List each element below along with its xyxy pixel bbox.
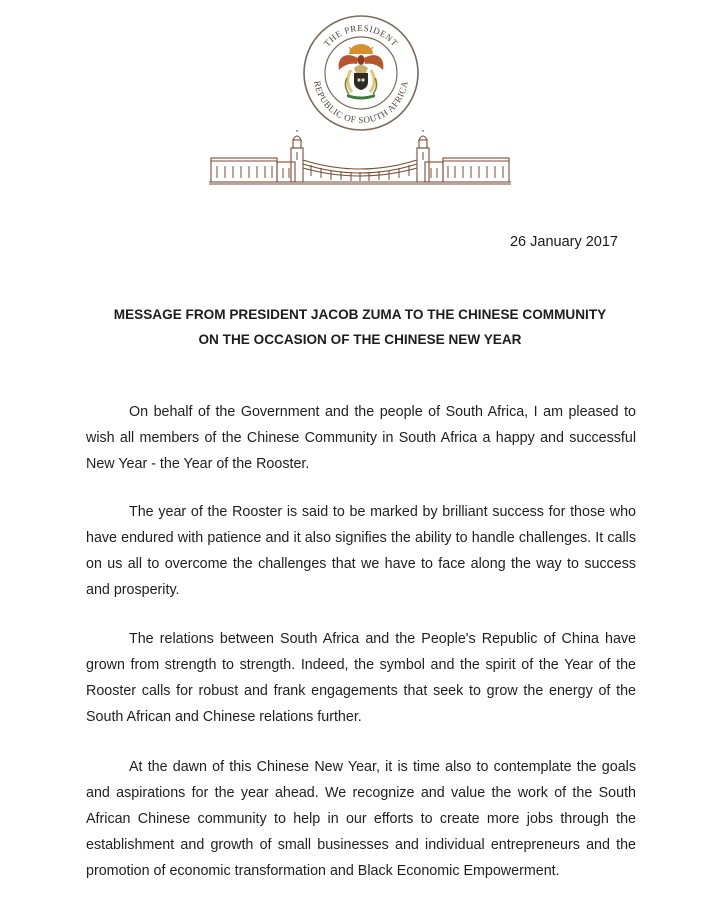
body-paragraph-2: The year of the Rooster is said to be marked by brilliant success for those who have endured with patience and it also signifies the ability to handle challenges. It calls on us all to overcome the challenges that we have to face along the way to success and prosperity. <box>86 504 636 598</box>
body-paragraph-1: On behalf of the Government and the people of South Africa, I am pleased to wish all members of the Chinese Community in South Africa a happy and successful New Year - the Year of the Rooster. <box>86 404 636 472</box>
letter-date: 26 January 2017 <box>509 234 618 250</box>
presidential-seal-icon <box>302 14 420 132</box>
seal-bottom-text: REPUBLIC OF SOUTH AFRICA <box>312 79 410 126</box>
body-paragraph-3: The relations between South Africa and the People's Republic of China have grown from strength to strength. Indeed, the symbol and the spirit of the Year of the Rooster calls for robust and frank engagements that seek to grow the energy of the South African and Chinese relations further. <box>86 631 636 725</box>
body-paragraph-4: At the dawn of this Chinese New Year, it is time also to contemplate the goals and aspirations for the year ahead. We recognize and value the work of the South African Chinese community to help in our efforts to create more jobs through the establishment and growth of small businesses and individual entrepreneurs and the promotion of economic transformation and Black Economic Empowerment. <box>86 759 636 879</box>
letter-title-line-1: MESSAGE FROM PRESIDENT JACOB ZUMA TO THE CHINESE COMMUNITY <box>113 307 607 322</box>
union-buildings-icon <box>209 130 511 186</box>
seal-top-text: THE PRESIDENT <box>321 22 401 49</box>
letter-title-line-2: ON THE OCCASION OF THE CHINESE NEW YEAR <box>198 332 522 347</box>
